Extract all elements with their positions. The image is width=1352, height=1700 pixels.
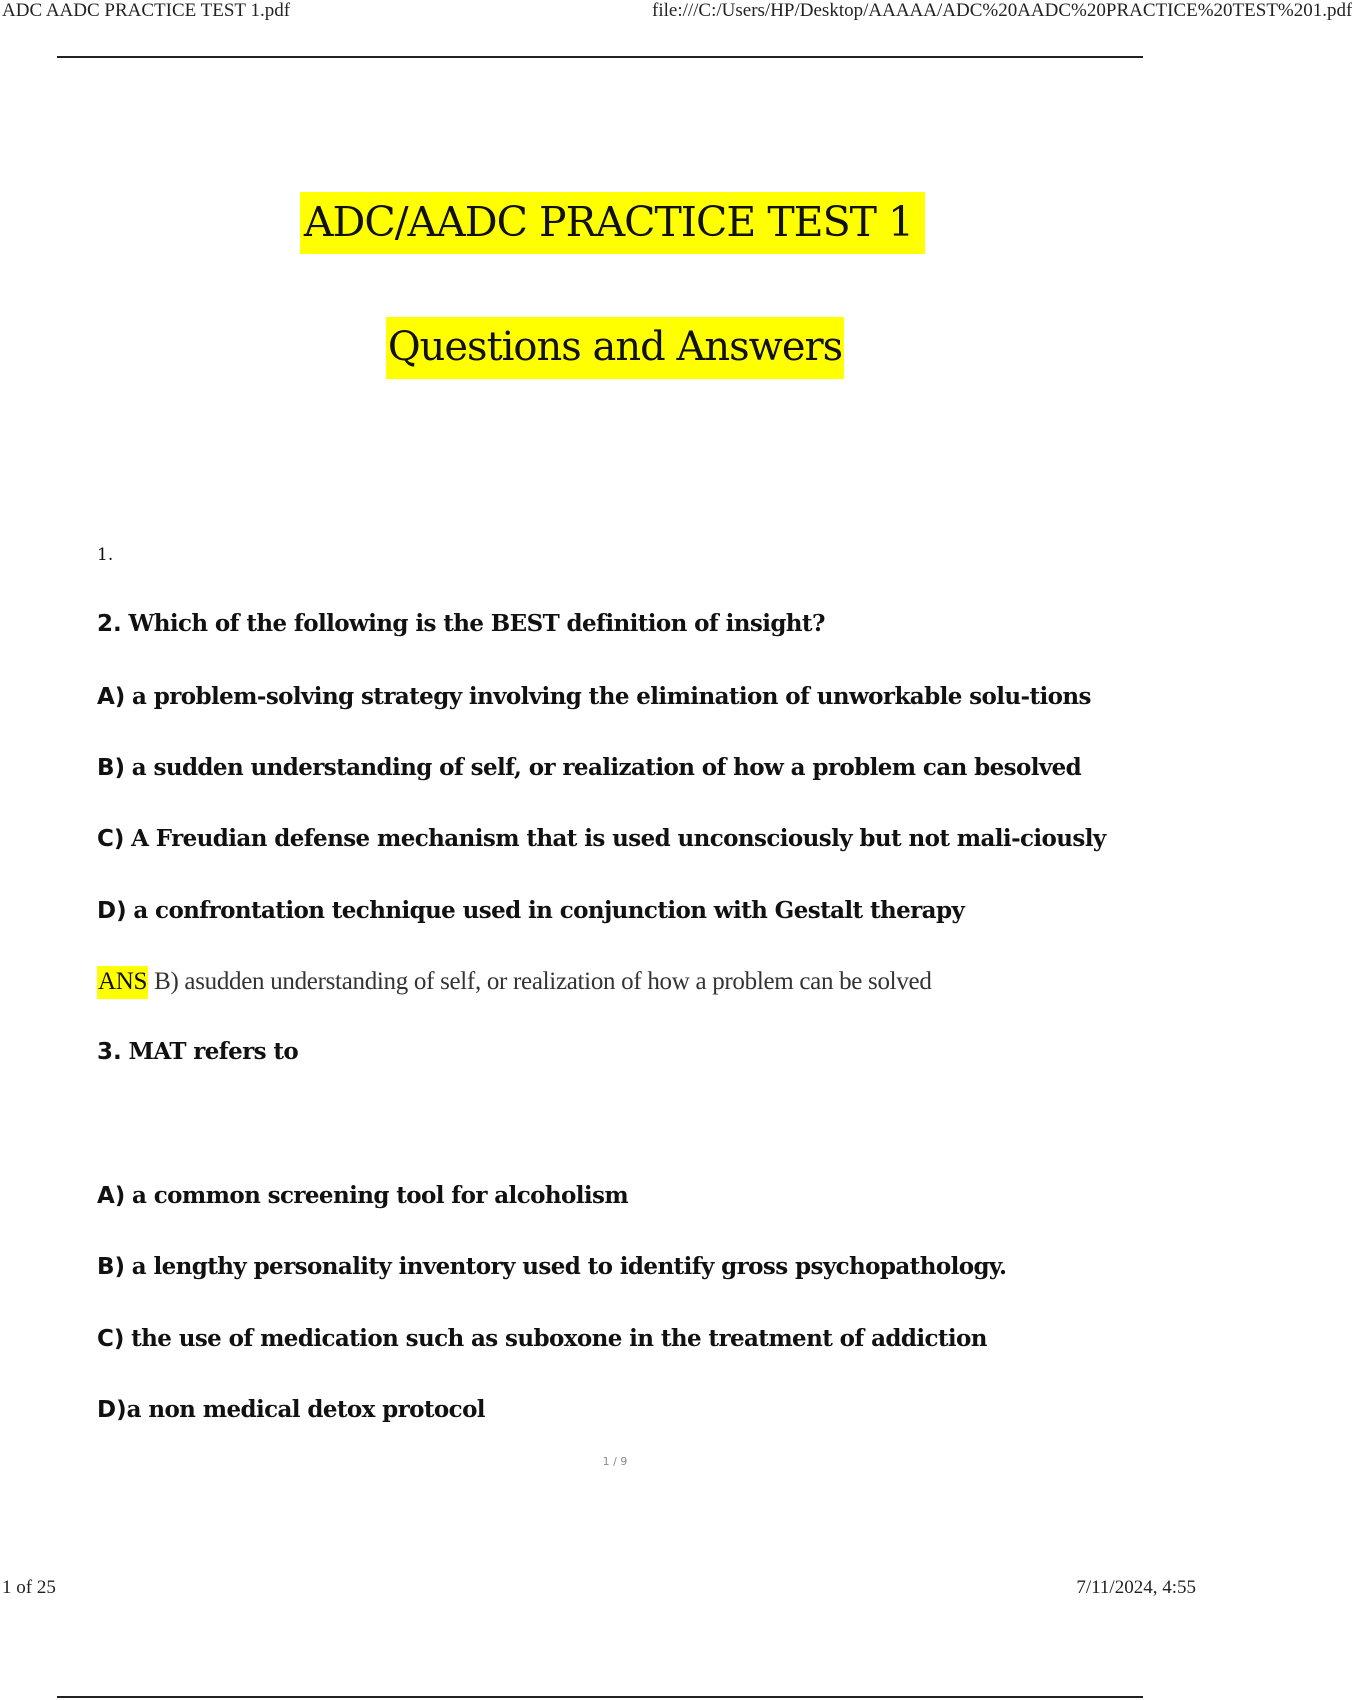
option-label: A): [97, 1183, 126, 1209]
option-label: D): [97, 898, 127, 924]
header-divider: [57, 56, 1143, 58]
print-footer-page-count: 1 of 25: [2, 1577, 56, 1598]
question-2-option-d: [97, 895, 964, 927]
question-2-option-b: [97, 752, 1081, 784]
answer-text: B) asudden understanding of self, or realization of how a problem can be solved: [154, 968, 932, 995]
question-3-option-d: [97, 1394, 485, 1426]
question-3-option-b: [97, 1251, 1006, 1283]
document-subtitle-row: [0, 317, 1200, 379]
option-label: A): [97, 684, 126, 710]
question-3-option-a: [97, 1180, 628, 1212]
question-2-option-a: [97, 681, 1091, 713]
option-text: a lengthy personality inventory used to identify gross psychopathology.: [131, 1253, 1007, 1280]
option-text: A Freudian defense mechanism that is used unconsciously but not mali-ciously: [131, 825, 1106, 852]
question-2: [97, 608, 825, 640]
document-subtitle: Questions and Answers: [386, 317, 844, 379]
option-label: C): [97, 826, 125, 852]
question-3: [97, 1036, 298, 1068]
option-label: C): [97, 1326, 125, 1352]
option-label: D): [97, 1397, 127, 1423]
question-3-option-c: [97, 1323, 987, 1355]
question-2-number: 2.: [97, 611, 122, 637]
option-text: a confrontation technique used in conjunction with Gestalt therapy: [133, 897, 965, 924]
option-label: B): [97, 1254, 126, 1280]
option-label: B): [97, 755, 126, 781]
page-indicator: 1 / 9: [602, 1455, 628, 1468]
option-text: a common screening tool for alcoholism: [132, 1182, 629, 1209]
question-3-text: MAT refers to: [128, 1038, 299, 1065]
option-text: the use of medication such as suboxone in the treatment of addiction: [131, 1325, 987, 1352]
print-header-title: ADC AADC PRACTICE TEST 1.pdf: [2, 0, 291, 21]
item-1-number: 1.: [97, 545, 114, 565]
answer-tag: ANS: [97, 966, 148, 999]
print-footer-datetime: 7/11/2024, 4:55: [1076, 1577, 1196, 1598]
document-title-row: [0, 192, 1200, 254]
question-3-number: 3.: [97, 1039, 122, 1065]
footer-divider: [57, 1696, 1143, 1698]
document-title: ADC/AADC PRACTICE TEST 1: [300, 192, 925, 254]
question-2-answer: [97, 966, 932, 998]
option-text: a non medical detox protocol: [126, 1396, 485, 1423]
question-2-text: Which of the following is the BEST definition of insight?: [128, 610, 825, 637]
print-header-url: file:///C:/Users/HP/Desktop/AAAAA/ADC%20AADC%20PRACTICE%20TEST%201.pdf: [652, 0, 1352, 21]
option-text: a problem-solving strategy involving the elimination of unworkable solu-tions: [132, 683, 1091, 710]
option-text: a sudden understanding of self, or realization of how a problem can besolved: [131, 754, 1082, 781]
question-2-option-c: [97, 823, 1106, 855]
